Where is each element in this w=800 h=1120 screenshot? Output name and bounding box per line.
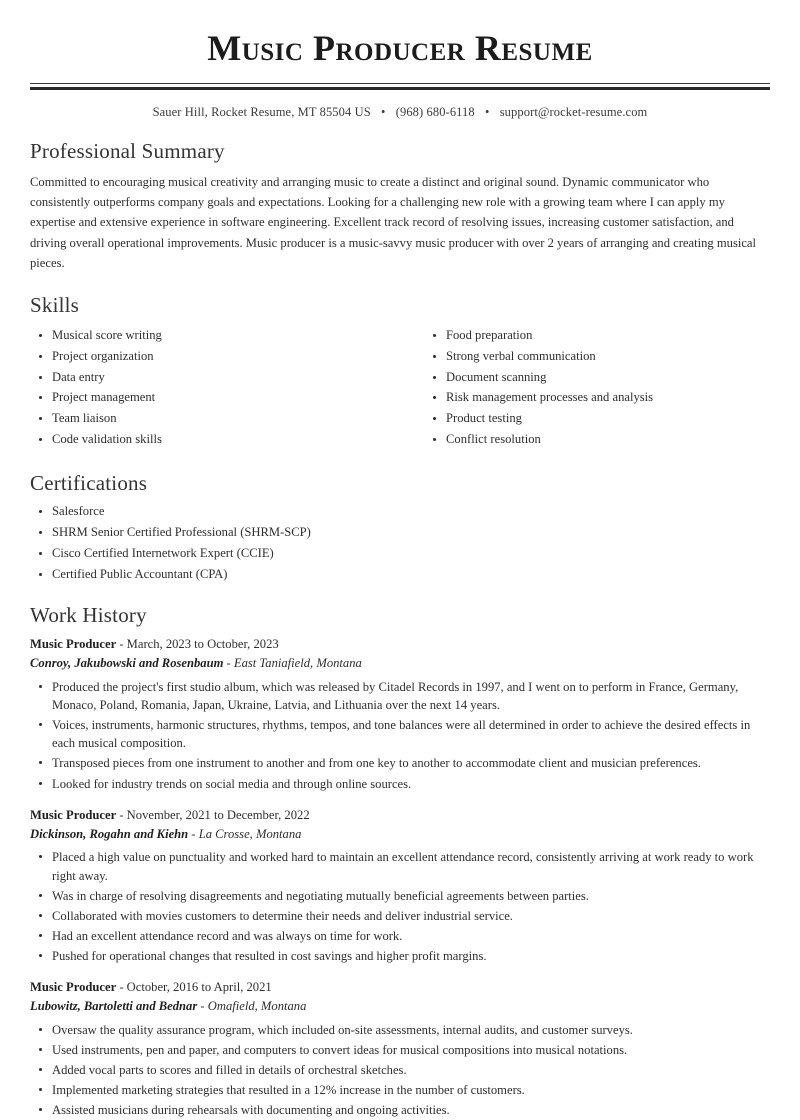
- list-item: Product testing: [424, 410, 770, 428]
- list-item: Risk management processes and analysis: [424, 389, 770, 407]
- list-item: Produced the project's first studio album, which was released by Citadel Records in 1997, and I went on to perform in France, Germany, Monaco, Poland, Romania, Japan, Ukraine, Latvia, and Lithuania over the next 14 years.: [30, 678, 770, 714]
- list-item: Food preparation: [424, 327, 770, 345]
- list-item: Salesforce: [30, 503, 770, 521]
- job-line-separator: -: [116, 637, 127, 652]
- section-title-certifications: Certifications: [30, 471, 148, 496]
- contact-separator-1: •: [380, 105, 386, 120]
- job-line-separator: -: [188, 826, 199, 841]
- job-company-line: [30, 825, 770, 844]
- job-dates: March, 2023 to October, 2023: [126, 637, 279, 652]
- job-location: Omafield, Montana: [207, 999, 307, 1014]
- section-skills: [30, 292, 770, 453]
- contact-address: Sauer Hill, Rocket Resume, MT 85504 US: [152, 105, 371, 120]
- job-line-separator: -: [116, 807, 127, 822]
- job-company-line: [30, 654, 770, 673]
- contact-email: support@rocket-resume.com: [499, 105, 648, 120]
- job-responsibilities-list: [30, 848, 770, 965]
- list-item: Used instruments, pen and paper, and computers to convert ideas for musical compositions into musical notations.: [30, 1041, 770, 1059]
- work-history-entry: [30, 806, 770, 966]
- skills-columns: [30, 325, 770, 452]
- job-responsibilities-list: [30, 678, 770, 793]
- list-item: Data entry: [30, 369, 400, 387]
- list-item: Was in charge of resolving disagreements and negotiating mutually beneficial agreements between parties.: [30, 887, 770, 905]
- contact-separator-2: •: [485, 105, 490, 120]
- skills-list-left: [30, 327, 400, 449]
- job-title-line: [30, 635, 770, 654]
- contact-line: [30, 105, 770, 120]
- list-item: Cisco Certified Internetwork Expert (CCIE): [30, 545, 770, 563]
- list-item: SHRM Senior Certified Professional (SHRM-SCP): [30, 524, 770, 542]
- list-item: Voices, instruments, harmonic structures, rhythms, tempos, and tone balances were all determined in order to achieve the desired effects in each musical composition.: [30, 716, 770, 752]
- job-line-separator: -: [223, 655, 234, 670]
- job-title-line: [30, 978, 770, 997]
- job-responsibilities-list: [30, 1021, 770, 1120]
- list-item: Certified Public Accountant (CPA): [30, 566, 770, 584]
- section-work-history: [30, 602, 770, 1120]
- list-item: Project management: [30, 389, 400, 407]
- list-item: Had an excellent attendance record and was always on time for work.: [30, 927, 770, 945]
- certifications-list: [30, 503, 770, 584]
- contact-phone: (968) 680-6118: [395, 105, 475, 120]
- skills-column-left: [30, 325, 400, 452]
- job-dates: October, 2016 to April, 2021: [126, 980, 272, 995]
- list-item: Strong verbal communication: [424, 348, 770, 366]
- list-item: Team liaison: [30, 410, 400, 428]
- resume-header: [30, 0, 770, 120]
- section-title-work-history: Work History: [30, 602, 147, 627]
- job-location: La Crosse, Montana: [198, 826, 302, 841]
- section-title-skills: Skills: [30, 292, 80, 317]
- list-item: Pushed for operational changes that resulted in cost savings and higher profit margins.: [30, 947, 770, 965]
- section-title-professional-summary: Professional Summary: [30, 139, 225, 164]
- job-role: Music Producer: [30, 807, 117, 822]
- list-item: Placed a high value on punctuality and worked hard to maintain an excellent attendance record, consistently arriving at work ready to work right away.: [30, 848, 770, 884]
- job-line-separator: -: [197, 999, 208, 1014]
- work-history-jobs: [30, 635, 770, 1119]
- professional-summary-text: Committed to encouraging musical creativity and arranging music to create a distinct and original sound. Dynamic communicator who consistently outperforms company goals and expectations. Looking for a challenging new role with a growing team where I can apply my expertise and extensive experience in software engineering. Excellent track record of resolving issues, increasing customer satisfaction, and driving overall operational improvements. Music producer is a music-savvy music producer with over 2 years of arranging and creating musical pieces.: [30, 174, 757, 271]
- header-divider: [30, 83, 770, 90]
- job-company-line: [30, 997, 770, 1016]
- job-role: Music Producer: [30, 980, 117, 995]
- list-item: Document scanning: [424, 369, 770, 387]
- list-item: Assisted musicians during rehearsals with documenting and ongoing activities.: [30, 1101, 770, 1119]
- work-history-entry: [30, 635, 770, 793]
- section-certifications: [30, 470, 770, 584]
- skills-list-right: [424, 327, 770, 449]
- job-company: Dickinson, Rogahn and Kiehn: [30, 826, 189, 841]
- list-item: Code validation skills: [30, 431, 400, 449]
- section-professional-summary: [30, 138, 770, 273]
- list-item: Musical score writing: [30, 327, 400, 345]
- list-item: Conflict resolution: [424, 431, 770, 449]
- list-item: Transposed pieces from one instrument to another and from one key to another to accommodate client and musician preferences.: [30, 754, 770, 772]
- list-item: Added vocal parts to scores and filled in details of orchestral sketches.: [30, 1061, 770, 1079]
- job-role: Music Producer: [30, 637, 117, 652]
- list-item: Looked for industry trends on social media and through online sources.: [30, 775, 770, 793]
- job-company: Conroy, Jakubowski and Rosenbaum: [30, 655, 224, 670]
- divider-thick-line: [30, 87, 770, 90]
- list-item: Collaborated with movies customers to determine their needs and deliver industrial service.: [30, 907, 770, 925]
- list-item: Oversaw the quality assurance program, which included on-site assessments, internal audits, and customer surveys.: [30, 1021, 770, 1039]
- job-company: Lubowitz, Bartoletti and Bednar: [30, 999, 198, 1014]
- page-title: Music Producer Resume: [207, 28, 593, 68]
- job-location: East Taniafield, Montana: [233, 655, 362, 670]
- skills-column-right: [400, 325, 770, 452]
- job-line-separator: -: [116, 980, 127, 995]
- job-dates: November, 2021 to December, 2022: [126, 807, 310, 822]
- list-item: Implemented marketing strategies that resulted in a 12% increase in the number of customers.: [30, 1081, 770, 1099]
- work-history-entry: [30, 978, 770, 1119]
- job-title-line: [30, 806, 770, 825]
- list-item: Project organization: [30, 348, 400, 366]
